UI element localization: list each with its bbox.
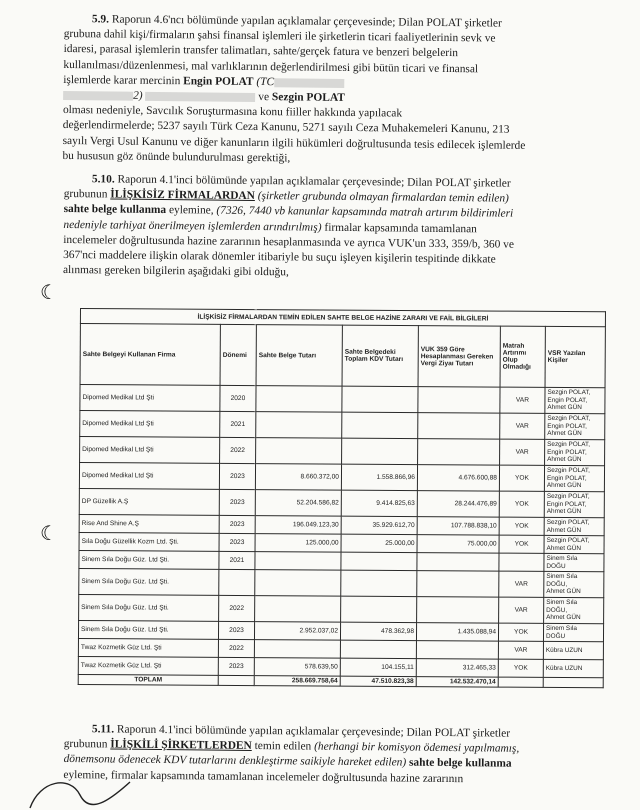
period-cell: 2022 [219, 595, 255, 621]
italic-note: (7326, 7440 vb kanunlar kapsamında matrah artırım bildirimleri [216, 205, 514, 221]
vsr-persons-cell [544, 517, 604, 535]
total-kdv: 47.510.823,38 [340, 676, 416, 686]
vsr-persons-cell [545, 387, 605, 413]
amount-cell: 578.639,50 [254, 658, 340, 677]
text-line: ve [258, 91, 270, 104]
matrah-cell: YOK [498, 659, 543, 677]
table-caption: İLİŞKİSİZ FİRMALARDAN TEMİN EDİLEN SAHTE BELGE HAZİNE ZARARI VE FAİL BİLGİLERİ [80, 309, 605, 327]
italic-note: (herhangi bir komisyon ödemesi yapılmamış, [314, 740, 520, 755]
binder-hole-icon: ☾ [40, 521, 58, 545]
person-name: Sinem Sıla [546, 624, 577, 633]
col-header-firm: Sahte Belgeyi Kullanan Firma [80, 324, 220, 386]
text-line: kullanılması/düzenlenmesi, mal varlıklarının değerlendirilmesi gibi bütün ticari ve finansal [63, 58, 479, 75]
vuk-cell [418, 387, 500, 414]
vuk-cell [417, 597, 499, 624]
table-row [79, 463, 604, 492]
matrah-cell [499, 553, 544, 571]
text-line: grubuna dahil kişi/firmaların şahsi finansal işlemleri ile şirketlerin ticari faaliyetlerinin sevk ve [63, 28, 496, 45]
table-row [80, 411, 605, 440]
kdv-cell: 35.929.612,70 [341, 516, 417, 534]
matrah-cell: VAR [498, 641, 543, 659]
person-name: Kübra UZUN [545, 646, 583, 654]
text-line: işlemlerde karar mercinin [63, 73, 181, 88]
firm-cell: Sinem Sıla Doğu Güz. Ltd Şti. [79, 550, 219, 569]
kdv-cell [342, 386, 418, 412]
matrah-cell: YOK [499, 517, 544, 535]
text-line: bu hususun göz önünde bulundurulması gerektiği, [62, 149, 291, 165]
person-name: Sezgin POLAT, [547, 389, 591, 397]
table-cell [543, 677, 603, 687]
text-line: eylemine, firmalar kapsamında tamamlanan incelemeler doğrultusunda hazine zararının [63, 768, 464, 785]
period-cell: 2023 [218, 621, 254, 639]
firm-cell: Dipomed Medikal Ltd Şti [80, 385, 220, 412]
text-line: 367'nci maddelere ilişkin olarak dönemler itibariyle bu suçu işleyen kişilerin tespitinde dikkate [63, 249, 496, 266]
vuk-cell [418, 439, 500, 466]
text-line: grubunun [63, 738, 108, 751]
person-name: Sezgin POLAT, [546, 536, 590, 545]
firm-cell: Sinem Sıla Doğu Güz. Ltd Şti. [79, 594, 219, 621]
matrah-cell: VAR [499, 571, 544, 597]
total-label: TOPLAM [78, 674, 218, 685]
text-line: Raporun 4.6'ncı bölümünde yapılan açıklamalar çerçevesinde; Dilan POLAT şirketler [111, 13, 502, 30]
redaction-bar [63, 91, 133, 101]
person-name: Sinem Sıla [546, 573, 578, 581]
kdv-cell [341, 596, 417, 622]
vuk-cell [417, 571, 499, 598]
person-name: Engin POLAT, [547, 448, 587, 456]
person-name: Ahmet GÜN [547, 430, 582, 438]
loss-table [78, 308, 605, 688]
vsr-persons-cell [544, 571, 604, 597]
redaction-bar [274, 78, 344, 88]
vsr-persons-cell [543, 623, 603, 641]
person-name: Ahmet GÜN [546, 588, 581, 596]
total-vuk: 142.532.470,14 [416, 677, 498, 688]
person-name: Sezgin POLAT [271, 91, 345, 104]
firm-cell: DP Güzellik A.Ş [79, 488, 219, 515]
matrah-cell: YOK [499, 491, 544, 517]
amount-cell: 2.952.037,02 [254, 622, 340, 641]
total-row [78, 674, 603, 687]
matrah-cell: VAR [500, 413, 545, 439]
firm-cell: Twaz Kozmetik Güz Ltd. Şti [78, 638, 218, 657]
kdv-cell: 478.362,98 [340, 622, 416, 640]
matrah-cell: VAR [499, 597, 544, 623]
amount-cell [255, 570, 341, 597]
bold-phrase: sahte belge kullanma [408, 757, 512, 771]
redaction-bar [145, 92, 255, 102]
person-name: Sezgin POLAT, [546, 518, 590, 527]
person-name: Sinem Sıla [546, 554, 578, 563]
col-header-amount: Sahte Belge Tutarı [256, 325, 342, 387]
matrah-cell: YOK [499, 465, 544, 491]
vuk-cell [417, 553, 499, 572]
amount-cell: 196.049.123,30 [255, 516, 341, 535]
vuk-cell: 1.435.088,94 [416, 623, 498, 642]
vsr-persons-cell [543, 659, 603, 677]
vsr-persons-cell [544, 597, 604, 623]
kdv-cell [341, 570, 417, 596]
firm-cell: Dipomed Medikal Ltd Şti [79, 463, 219, 490]
kdv-cell: 25.000,00 [341, 534, 417, 552]
period-cell: 2022 [220, 437, 256, 463]
person-name: Engin POLAT [183, 75, 254, 88]
vuk-cell: 107.788.838,10 [417, 517, 499, 536]
col-header-matrah: Matrah Artırımı Olup Olmadığı [500, 326, 545, 387]
period-cell: 2023 [219, 515, 255, 533]
firm-cell: Dipomed Medikal Ltd Şti [80, 411, 220, 438]
person-name: DOĞU, [546, 580, 568, 588]
redacted-id-prefix: (TC [256, 75, 275, 89]
amount-cell [256, 386, 342, 413]
kdv-cell [340, 640, 416, 658]
text-line: temin edilen [254, 740, 312, 753]
vuk-cell: 75.000,00 [417, 535, 499, 554]
firm-cell: Rise And Shine A.Ş [79, 514, 219, 533]
bold-phrase: sahte belge kullanma [63, 203, 167, 217]
person-name: Kübra UZUN [545, 664, 583, 672]
vsr-persons-cell [544, 535, 604, 553]
col-header-vsr: VSR Yazılan Kişiler [545, 326, 605, 387]
vsr-persons-cell [545, 413, 605, 439]
kdv-cell: 1.558.866,96 [341, 464, 417, 490]
matrah-cell: YOK [499, 535, 544, 553]
text-line: sayılı Vergi Usul Kanunu ve diğer kanunların ilgili hükümleri doğrultusunda tesis edilecek işlemlerde [62, 134, 526, 152]
col-header-kdv: Sahte Belgedeki Toplam KDV Tutarı [342, 325, 418, 386]
amount-cell: 52.204.586,82 [255, 490, 341, 517]
paragraph-number: 5.10. [91, 173, 115, 186]
period-cell [219, 569, 255, 595]
person-name: Sezgin POLAT, [546, 493, 590, 501]
table-row [79, 568, 604, 597]
amount-cell [256, 438, 342, 465]
text-line: eylemine, [168, 204, 214, 217]
person-name: Ahmet GÜN [546, 482, 582, 490]
period-cell: 2023 [219, 489, 255, 515]
amount-cell [255, 552, 341, 571]
text-line: değerlendirmelerde; 5237 sayılı Türk Ceza Kanunu, 5271 sayılı Ceza Muhakemeleri Kanunu, 213 [62, 119, 510, 137]
amount-cell: 125.000,00 [255, 534, 341, 553]
vuk-cell [416, 641, 498, 660]
firm-cell: Twaz Kozmetik Güz Ltd. Şti [78, 656, 218, 675]
kdv-cell [342, 412, 418, 438]
kdv-cell [342, 438, 418, 464]
person-name: Ahmet GÜN [546, 508, 582, 516]
person-name: Engin POLAT, [546, 474, 587, 482]
total-amount: 258.669.758,64 [254, 676, 340, 687]
amount-cell: 8.660.372,00 [255, 464, 341, 491]
table-row [79, 488, 604, 517]
person-name: Sezgin POLAT, [547, 415, 591, 423]
person-name: DOĞU, [546, 606, 568, 614]
vuk-cell [418, 413, 500, 440]
text-line: idaresi, parasal işlemlerin transfer talimatları, sahte/gerçek fatura ve benzeri belgelerin [63, 43, 459, 60]
firm-cell: Dipomed Medikal Ltd Şti [80, 437, 220, 464]
period-cell: 2021 [219, 551, 255, 569]
underlined-heading: İLİŞKİLİ ŞİRKETLERDEN [110, 738, 252, 753]
text-line: Raporun 4.1'inci bölümünde yapılan açıklamalar çerçevesinde; Dilan POLAT şirketler [116, 723, 511, 740]
vsr-persons-cell [544, 553, 604, 571]
vsr-persons-cell [544, 491, 604, 517]
table-row [80, 385, 605, 414]
period-cell: 2022 [218, 639, 254, 657]
person-name: Engin POLAT, [546, 500, 587, 508]
person-name: Ahmet GÜN [546, 526, 582, 534]
text-line: grubunun [63, 188, 108, 201]
binder-hole-icon: ☾ [40, 280, 58, 304]
person-name: Sezgin POLAT, [547, 441, 591, 449]
period-cell: 2023 [218, 657, 254, 675]
person-name: Ahmet GÜN [546, 614, 581, 622]
paragraph-number: 5.9. [91, 13, 110, 26]
text-line: alınması gereken bilgilerin aşağıdaki gibi olduğu, [62, 264, 289, 279]
paragraph-5-9 [62, 12, 620, 170]
paragraph-5-10 [63, 172, 620, 284]
person-name: Engin POLAT, [547, 396, 588, 404]
text-line: firmalar kapsamında tamamlanan [324, 221, 477, 235]
amount-cell [255, 596, 341, 623]
kdv-cell: 104.155,11 [340, 658, 416, 676]
text-line: Raporun 4.1'inci bölümünde yapılan açıklamalar çerçevesinde; Dilan POLAT şirketler [117, 173, 511, 190]
col-header-vuk: VUK 359 Göre Hesaplanması Gereken Vergi Ziyaı Tutarı [418, 326, 500, 387]
redacted-id-suffix: 2) [133, 89, 143, 102]
period-cell: 2020 [220, 385, 256, 411]
amount-cell [256, 412, 342, 439]
signature-mark [10, 770, 150, 810]
table-row [80, 437, 605, 466]
person-name: DOĞU [546, 562, 566, 570]
person-name: Ahmet GÜN [546, 544, 582, 552]
kdv-cell: 9.414.825,63 [341, 490, 417, 516]
matrah-cell: VAR [500, 387, 545, 413]
italic-note: dönemsonu ödenecek KDV tutarlarını denkleştirme saikiyle hareket edilen) [63, 753, 407, 769]
person-name: Ahmet GÜN [547, 456, 582, 464]
col-header-period: Dönemi [220, 324, 256, 385]
table-cell [218, 675, 254, 685]
firm-cell: Sinem Sıla Doğu Güz. Ltd Şti. [78, 620, 218, 639]
table-row [79, 594, 604, 623]
vuk-cell: 28.244.476,89 [417, 491, 499, 518]
underlined-heading: İLİŞKİSİZ FİRMALARDAN [110, 188, 255, 203]
person-name: Engin POLAT, [547, 422, 587, 430]
person-name: Sinem Sıla [546, 599, 578, 607]
table-cell [498, 677, 543, 687]
vuk-cell: 312.465,33 [416, 659, 498, 678]
vuk-cell: 4.676.600,88 [417, 465, 499, 492]
kdv-cell [341, 552, 417, 570]
period-cell: 2021 [220, 411, 256, 437]
person-name: DOĞU [545, 632, 566, 640]
paragraph-number: 5.11. [91, 723, 115, 736]
text-line: olması nedeniyle, Savcılık Soruşturmasına konu fiiller hakkında yapılacak [62, 104, 403, 120]
matrah-cell: VAR [500, 439, 545, 465]
period-cell: 2023 [219, 463, 255, 489]
vsr-persons-cell [545, 439, 605, 465]
vsr-persons-cell [543, 641, 603, 659]
period-cell: 2023 [219, 533, 255, 551]
matrah-cell: YOK [498, 623, 543, 641]
vsr-persons-cell [544, 465, 604, 491]
firm-cell: Sıla Doğu Güzellik Kozm Ltd. Şti. [79, 532, 219, 551]
text-line: incelemeler doğrultusunda hazine zararının hesaplanmasında ve ayrıca VUK'un 333, 359/b, 360 ve [63, 233, 515, 251]
italic-note: (şirketler grubunda olmayan firmalardan temin edilen) [257, 190, 509, 205]
person-name: Sezgin POLAT, [546, 467, 590, 475]
amount-cell [254, 640, 340, 659]
firm-cell: Sinem Sıla Doğu Güz. Ltd Şti. [79, 568, 219, 595]
italic-note: nedeniyle tarhiyat önerilmeyen işlemlerden arındırılmış) [63, 218, 322, 234]
person-name: Ahmet GÜN [547, 404, 582, 412]
